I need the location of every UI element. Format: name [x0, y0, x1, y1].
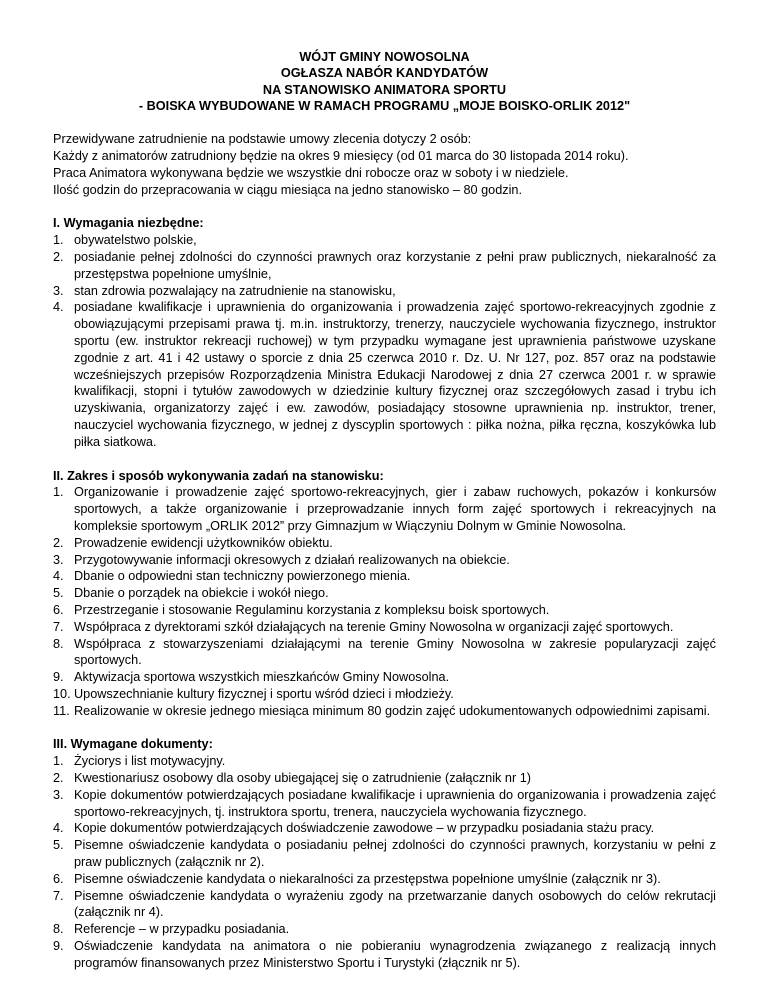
intro-line: Każdy z animatorów zatrudniony będzie na okres 9 miesięcy (od 01 marca do 30 listopada 2014 roku). — [53, 148, 629, 163]
item-number: 4. — [53, 569, 64, 584]
list-item — [53, 535, 716, 552]
intro-line: Ilość godzin do przepracowania w ciągu miesiąca na jedno stanowisko – 80 godzin. — [53, 182, 523, 197]
item-number: 6. — [53, 871, 64, 886]
item-text: Pisemne oświadczenie kandydata o wyrażeniu zgody na przetwarzanie danych osobowych do celów rekrutacji (załącznik nr 4). — [74, 888, 716, 920]
item-text: Kopie dokumentów potwierdzających doświadczenie zawodowe – w przypadku posiadania stażu pracy. — [74, 821, 655, 836]
item-number: 4. — [53, 821, 64, 836]
document-page — [53, 49, 716, 972]
header-line: OGŁASZA NABÓR KANDYDATÓW — [280, 66, 489, 81]
list-item — [53, 568, 716, 585]
item-number: 7. — [53, 888, 64, 903]
item-text: Przestrzeganie i stosowanie Regulaminu korzystania z kompleksu boisk sportowych. — [74, 602, 550, 617]
item-number: 2. — [53, 535, 64, 550]
item-text: Organizowanie i prowadzenie zajęć sportowo-rekreacyjnych, gier i zabaw ruchowych, pokazów i konkursów sportowych, a także organizowanie i przeprowadzanie innych form zajęć sportowych i rekreacyjnych na kompleksie sportowym „ORLIK 2012” przy Gimnazjum w Wiączyniu Dolnym w Gminie Nowosolna. — [74, 485, 716, 533]
item-number: 10. — [53, 686, 71, 701]
requirements-list — [53, 232, 716, 450]
list-item — [53, 669, 716, 686]
list-item — [53, 837, 716, 871]
announcement-header — [53, 49, 716, 114]
item-number: 3. — [53, 283, 64, 298]
item-number: 7. — [53, 619, 64, 634]
list-item — [53, 585, 716, 602]
list-item — [53, 686, 716, 703]
list-item — [53, 888, 716, 922]
duties-list — [53, 484, 716, 719]
item-text: Pisemne oświadczenie kandydata o niekaralności za przestępstwa popełnione umyślnie (załącznik nr 3). — [74, 871, 661, 886]
section-title: I. Wymagania niezbędne: — [53, 216, 204, 231]
item-number: 5. — [53, 838, 64, 853]
item-number: 9. — [53, 939, 64, 954]
list-item — [53, 249, 716, 283]
item-text: Prowadzenie ewidencji użytkowników obiektu. — [74, 535, 333, 550]
list-item — [53, 921, 716, 938]
section-duties — [53, 468, 716, 720]
list-item — [53, 820, 716, 837]
item-text: posiadanie pełnej zdolności do czynności prawnych oraz korzystanie z pełni praw publicznych, niekaralność za przestępstwa popełnione umyślnie, — [74, 249, 716, 281]
item-text: Dbanie o porządek na obiekcie i wokół niego. — [74, 586, 329, 601]
item-text: Współpraca z stowarzyszeniami działającymi na terenie Gminy Nowosolna w zakresie popularyzacji zajęć sportowych. — [74, 636, 716, 668]
item-text: Dbanie o odpowiedni stan techniczny powierzonego mienia. — [74, 569, 411, 584]
item-number: 2. — [53, 771, 64, 786]
item-text: Współpraca z dyrektorami szkół działających na terenie Gminy Nowosolna w organizacji zajęć sportowych. — [74, 619, 674, 634]
header-line: - BOISKA WYBUDOWANE W RAMACH PROGRAMU „MOJE BOISKO-ORLIK 2012" — [138, 98, 631, 113]
item-number: 8. — [53, 636, 64, 651]
item-text: obywatelstwo polskie, — [74, 233, 197, 248]
list-item — [53, 552, 716, 569]
list-item — [53, 938, 716, 972]
list-item — [53, 602, 716, 619]
item-number: 11. — [53, 703, 70, 718]
list-item — [53, 703, 716, 720]
item-number: 3. — [53, 552, 64, 567]
item-text: Kwestionariusz osobowy dla osoby ubiegającej się o zatrudnienie (załącznik nr 1) — [74, 771, 531, 786]
intro-line: Przewidywane zatrudnienie na podstawie umowy zlecenia dotyczy 2 osób: — [53, 132, 472, 147]
item-text: Oświadczenie kandydata na animatora o nie pobieraniu wynagrodzenia związanego z realizacją innych programów finansowanych przez Ministerstwo Sportu i Turystyki (złącznik nr 5). — [74, 939, 716, 970]
item-number: 9. — [53, 670, 64, 685]
item-text: Aktywizacja sportowa wszystkich mieszkańców Gminy Nowosolna. — [74, 670, 450, 685]
item-number: 1. — [53, 754, 64, 769]
list-item — [53, 299, 716, 450]
item-text: Pisemne oświadczenie kandydata o posiadaniu pełnej zdolności do czynności prawnych, korzystaniu w pełni z praw publicznych (załącznik nr 2). — [74, 838, 716, 870]
item-text: stan zdrowia pozwalający na zatrudnienie na stanowisku, — [74, 283, 396, 298]
list-item — [53, 484, 716, 534]
item-number: 3. — [53, 787, 64, 802]
section-title: III. Wymagane dokumenty: — [53, 737, 213, 752]
list-item — [53, 232, 716, 249]
section-documents — [53, 736, 716, 971]
item-number: 1. — [53, 233, 64, 248]
item-number: 5. — [53, 586, 64, 601]
section-requirements — [53, 215, 716, 450]
item-number: 4. — [53, 300, 64, 315]
list-item — [53, 787, 716, 821]
intro-line: Praca Animatora wykonywana będzie we wszystkie dni robocze oraz w soboty i w niedziele. — [53, 165, 569, 180]
list-item — [53, 636, 716, 670]
item-text: Życiorys i list motywacyjny. — [74, 754, 226, 769]
list-item — [53, 283, 716, 300]
header-line: WÓJT GMINY NOWOSOLNA — [299, 50, 470, 64]
item-text: Przygotowywanie informacji okresowych z działań realizowanych na obiekcie. — [74, 552, 510, 567]
item-text: Kopie dokumentów potwierdzających posiadane kwalifikacje i uprawnienia do organizowania i prowadzenia zajęć sportowo-rekreacyjnych, tj. instruktora sportu, trenera, nauczyciela wychowania fizycznego. — [74, 787, 716, 819]
list-item — [53, 619, 716, 636]
section-title: II. Zakres i sposób wykonywania zadań na stanowisku: — [53, 468, 384, 483]
list-item — [53, 871, 716, 888]
item-number: 6. — [53, 602, 64, 617]
item-text: Realizowanie w okresie jednego miesiąca minimum 80 godzin zajęć udokumentowanych odpowiednimi zapisami. — [74, 703, 711, 718]
item-number: 8. — [53, 922, 64, 937]
intro-paragraph — [53, 131, 716, 198]
item-number: 2. — [53, 249, 64, 264]
list-item — [53, 770, 716, 787]
documents-list — [53, 753, 716, 971]
item-number: 1. — [53, 485, 64, 500]
item-text: Referencje – w przypadku posiadania. — [74, 922, 290, 937]
list-item — [53, 753, 716, 770]
item-text: posiadane kwalifikacje i uprawnienia do organizowania i prowadzenia zajęć sportowo-rekreacyjnych zgodnie z obowiązującymi przepisami prawa tj. m.in. instruktorzy, trenerzy, nauczyciele wychowania fizycznego, instruktor sportu (ew. instruktor rekreacji ruchowej) w tym przypadku wymagane jest uprawnienia państwowe uzyskane zgodnie z art. 41 i 42 ustawy o sporcie z dnia 25 czerwca 2010 r. Dz. U. Nr 127, poz. 857 oraz na podstawie wcześniejszych przepisów Rozporządzenia Ministra Edukacji Narodowej z dnia 27 czerwca 2001 r. w sprawie kwalifikacji, stopni i tytułów zawodowych w dziedzinie kultury fizycznej oraz szczegółowych zasad i trybu ich uzyskiwania, organizatorzy zajęć i ew. zawodów, posiadający stosowne uprawnienia np. instruktor, trener, nauczyciel wychowania fizycznego, w jednej z dyscyplin sportowych : piłka nożna, piłka ręczna, koszykówka lub piłka siatkowa. — [74, 300, 716, 449]
header-line: NA STANOWISKO ANIMATORA SPORTU — [262, 82, 507, 97]
item-text: Upowszechnianie kultury fizycznej i sportu wśród dzieci i młodzieży. — [74, 686, 454, 701]
